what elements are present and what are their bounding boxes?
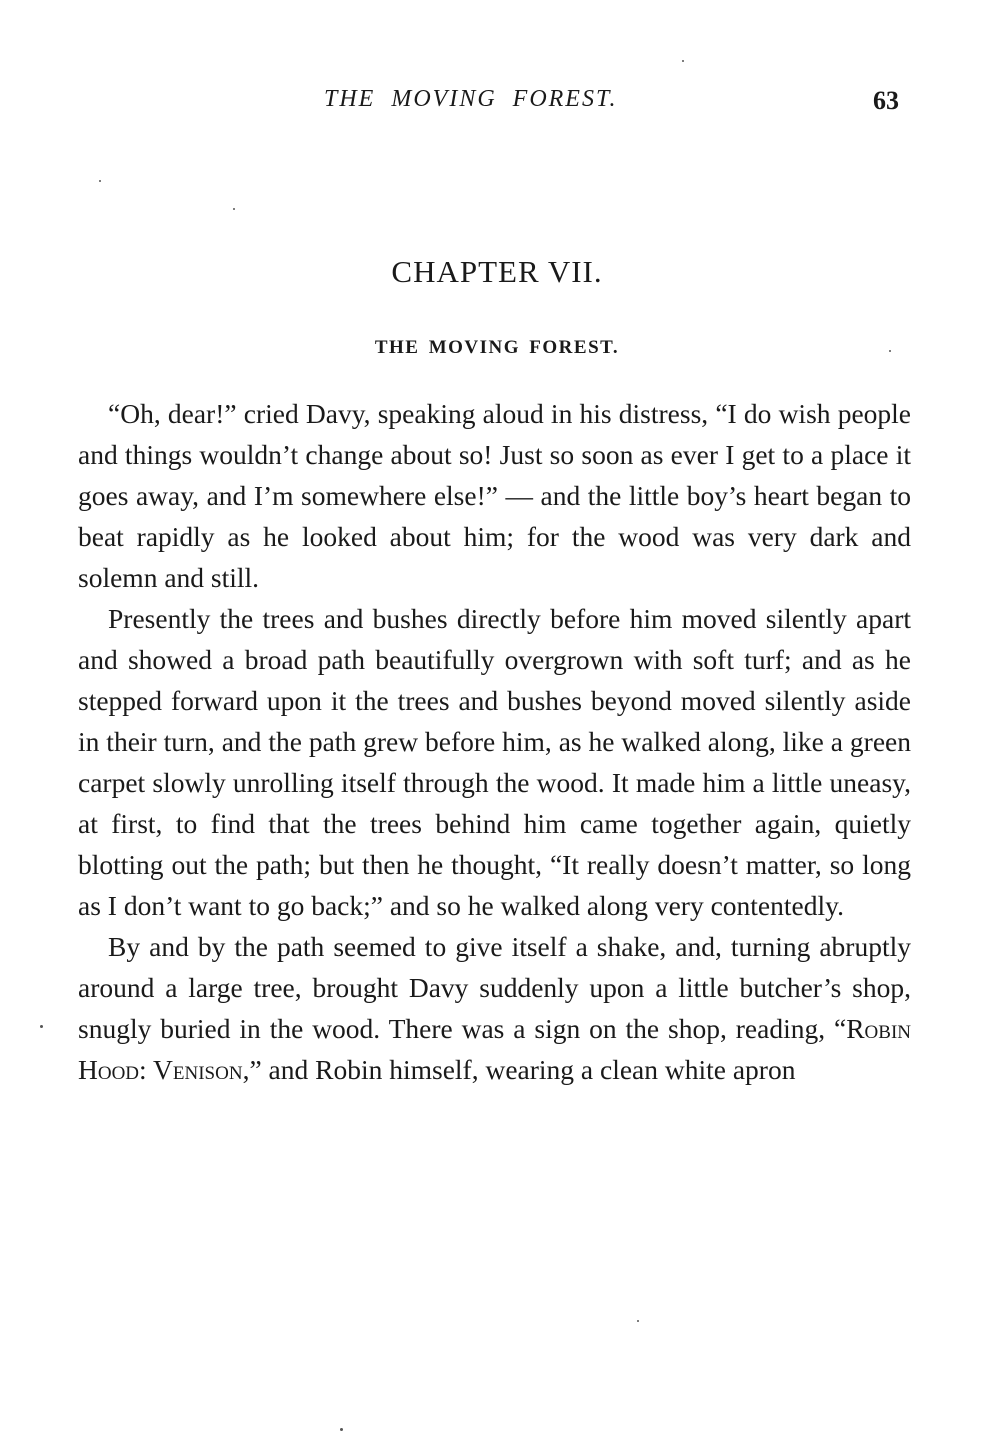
print-speck xyxy=(637,1320,639,1322)
chapter-title: CHAPTER VII. xyxy=(391,254,603,289)
page-number: 63 xyxy=(873,86,899,115)
body-text xyxy=(78,393,911,1090)
paragraph-3-end: ” and Robin himself, wearing a clean white apron xyxy=(249,1054,796,1085)
print-speck xyxy=(40,1025,43,1028)
shop-sign-text: Robin Hood: Venison, xyxy=(78,1013,911,1085)
running-head xyxy=(0,86,994,126)
print-speck xyxy=(340,1428,343,1431)
paragraph-2: Presently the trees and bushes directly before him moved silently apart and showed a broad path beautifully overgrown with soft turf; and as he stepped forward upon it the trees and bushes beyond moved silently aside in their turn, and the path grew before him, as he walked along, like a green carpet slowly unrolling itself through the wood. It made him a little uneasy, at first, to find that the trees behind him came together again, quietly blotting out the path; but then he thought, “It really doesn’t matter, so long as I don’t want to go back;” and so he walked along very contentedly. xyxy=(78,603,911,921)
chapter-subtitle: THE MOVING FOREST. xyxy=(374,337,620,358)
paragraph-1 xyxy=(78,393,911,598)
paragraph-1-rest: “I do wish people and things wouldn’t change about so! Just so soon as ever I get to a place it goes away, and I’m somewhere else!” — and the little boy’s heart began to beat rapidly as he looked about him; for the wood was very dark and solemn and still. xyxy=(78,398,912,593)
print-speck xyxy=(233,208,235,210)
print-speck xyxy=(889,350,891,352)
paragraph-3-start: By and by the path seemed to give itself a shake, and, turning abruptly around a large tree, brought Davy suddenly upon a little butcher’s shop, snugly buried in the wood. There was a sign on the shop, reading, “ xyxy=(78,931,911,1044)
print-speck xyxy=(682,60,684,62)
paragraph-3 xyxy=(78,926,911,1090)
print-speck xyxy=(99,180,101,182)
running-title: THE MOVING FOREST. xyxy=(324,86,618,112)
paragraph-1-opening: “Oh, dear!” cried Davy, speaking aloud in his distress, xyxy=(108,398,709,429)
